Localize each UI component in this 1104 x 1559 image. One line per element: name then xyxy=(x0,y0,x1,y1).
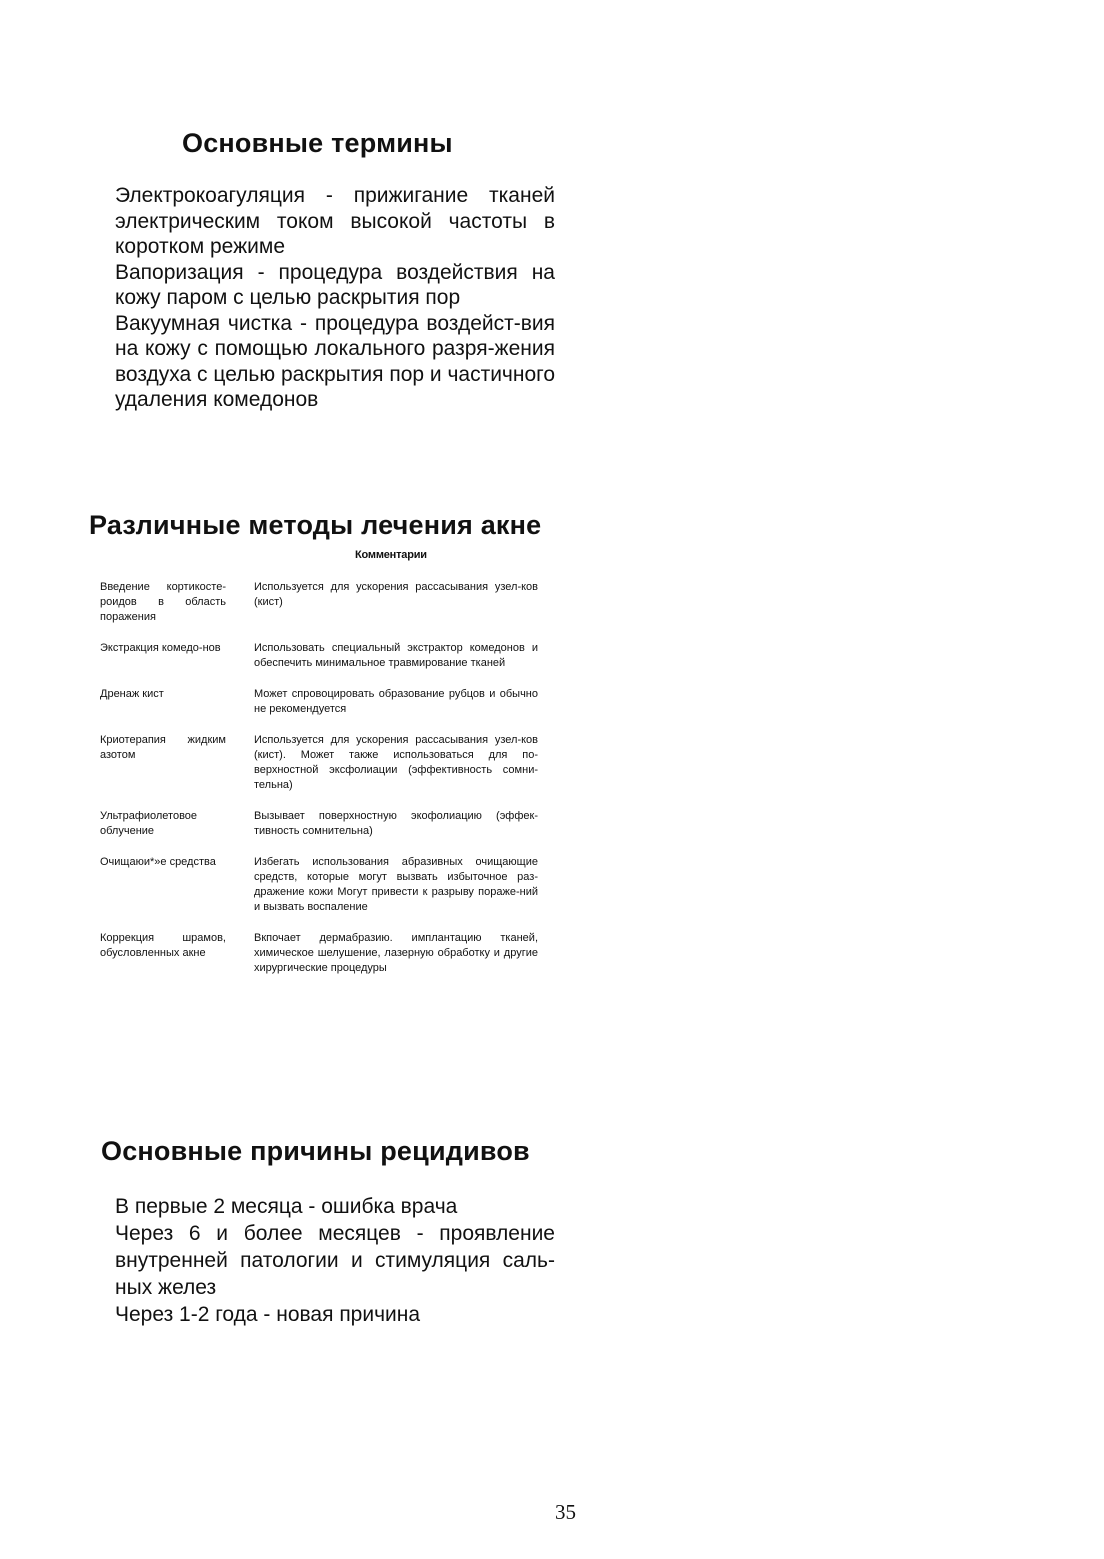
term-vaporization: Вапоризация - процедура воздействия на кожу паром с целью раскрытия пор xyxy=(115,260,555,309)
terms-list xyxy=(115,183,555,413)
relapse-item: Через 1-2 года - новая причина xyxy=(115,1303,421,1326)
relapse-title: Основные причины рецидивов xyxy=(101,1136,530,1166)
relapse-item: В первые 2 месяца - ошибка врача xyxy=(115,1195,458,1218)
table-row xyxy=(100,733,540,793)
method-cell: Введение кортикосте-роидов в область поражения xyxy=(100,581,226,623)
comment-cell: Вызывает поверхностную экофолиацию (эффек-тивность сомнительна) xyxy=(254,810,538,837)
relapse-list xyxy=(115,1193,555,1328)
comment-cell: Используется для ускорения рассасывания узел-ков (кист). Может также использоваться для по-верхностной эксфолиации (эффективность сомни-тельна) xyxy=(254,734,538,791)
table-row xyxy=(100,931,540,976)
page-number: 35 xyxy=(555,1500,576,1524)
method-cell: Коррекция шрамов, обусловленных акне xyxy=(100,932,226,959)
term-vacuum-cleaning: Вакуумная чистка - процедура воздейст-вия на кожу с помощью локального разря-жения воздуха с целью раскрытия пор и частичного удаления комедонов xyxy=(115,311,556,411)
method-cell: Ультрафиолетовое облучение xyxy=(100,810,198,837)
method-cell: Дренаж кист xyxy=(100,688,164,700)
method-cell: Экстракция комедо-нов xyxy=(100,642,221,654)
comment-cell: Вкпочает дермабразию. имплантацию тканей, химическое шелушение, лазерную обработку и другие хирургические процедуры xyxy=(254,932,538,974)
comment-cell: Избегать использования абразивных очищающие средств, которые могут вызвать избыточное раз-дражение кожи Могут привести к разрыву пораже-ний и вызвать воспаление xyxy=(254,856,538,913)
comment-cell: Использовать специальный экстрактор комедонов и обеспечить минимальное травмирование тканей xyxy=(254,642,538,669)
comments-header: Комментарии xyxy=(355,549,427,561)
table-row xyxy=(100,580,540,625)
comment-cell: Может спровоцировать образование рубцов и обычно не рекомендуется xyxy=(254,688,538,715)
method-cell: Очищаюи*»е средства xyxy=(100,856,216,868)
table-row xyxy=(100,855,540,915)
table-row xyxy=(100,809,540,839)
term-electrocoagulation: Электрокоагуляция - прижигание тканей электрическим током высокой частоты в коротком режиме xyxy=(115,184,555,258)
method-cell: Криотерапия жидким азотом xyxy=(100,734,226,761)
relapse-item: Через 6 и более месяцев - проявление внутренней патологии и стимуляция саль-ных желез xyxy=(115,1222,555,1299)
table-row xyxy=(100,641,540,671)
comment-cell: Используется для ускорения рассасывания узел-ков (кист) xyxy=(254,581,538,608)
terms-title: Основные термины xyxy=(182,128,453,158)
methods-title: Различные методы лечения акне xyxy=(89,510,542,540)
table-row xyxy=(100,687,540,717)
methods-table xyxy=(100,580,540,992)
